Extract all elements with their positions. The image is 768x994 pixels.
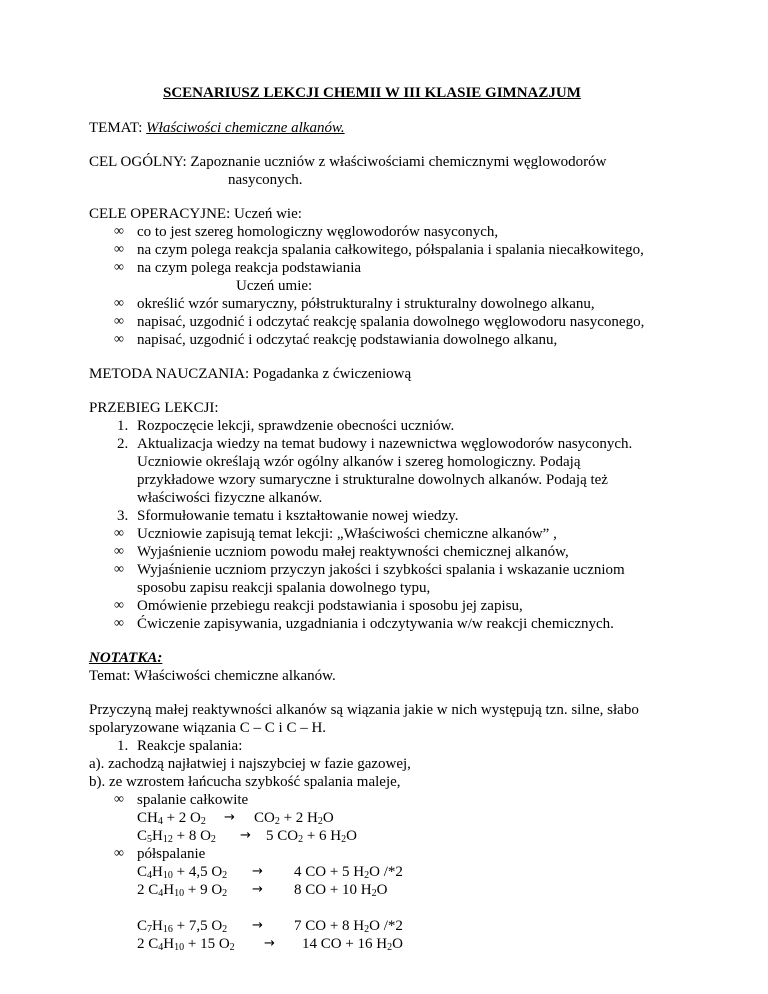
reaction-right: 4 CO + 5 $H_2O$ /*2: [294, 864, 403, 881]
cel-ogolny-line2: nasyconych.: [228, 172, 303, 188]
reakcje-label: Reakcje spalania:: [137, 738, 243, 754]
notatka-label: NOTATKA:: [89, 650, 163, 666]
temat-value: Właściwości chemiczne alkanów.: [146, 120, 345, 136]
reaction-arrow-icon: →: [252, 882, 263, 897]
step-number: 3.: [117, 508, 129, 524]
temat-line: [89, 119, 345, 137]
reaction-arrow-icon: →: [252, 864, 263, 879]
reaction-right: 7 CO + 8 $H_2O$ /*2: [294, 918, 403, 935]
przebieg-bullet-cont: sposobu zapisu reakcji spalania dowolnego typu,: [137, 580, 431, 596]
cele-operacyjne-label: CELE OPERACYJNE:: [89, 206, 235, 222]
przebieg-bullet: ∞ Ćwiczenie zapisywania, uzgadniania i odczytywania w/w reakcji chemicznych.: [137, 615, 614, 633]
cel-ogolny-line1: [89, 153, 607, 171]
umie-item: ∞ napisać, uzgodnić i odczytać reakcję spalania dowolnego węglowodoru nasyconego,: [137, 313, 644, 331]
cel-ogolny-label: CEL OGÓLNY:: [89, 154, 191, 170]
metoda-nauczania: METODA NAUCZANIA: Pogadanka z ćwiczeniową: [89, 366, 412, 382]
wie-item: ∞ na czym polega reakcja podstawiania: [137, 259, 361, 277]
reakcje-number: 1.: [117, 738, 129, 754]
polspalanie-label: ∞ półspalanie: [137, 845, 205, 863]
reaction-left: $C_5H_{12} + 8$ $O_2$: [137, 828, 216, 845]
temat-label: TEMAT:: [89, 120, 147, 136]
wie-item: ∞ na czym polega reakcja spalania całkowitego, półspalania i spalania niecałkowitego,: [137, 241, 644, 259]
reaction-left: $C_4H_{10} + 4,5$ $O_2$: [137, 864, 228, 881]
przebieg-bullet: ∞ Wyjaśnienie uczniom przyczyn jakości i szybkości spalania i wskazanie uczniom: [137, 561, 625, 579]
wie-item: ∞ co to jest szereg homologiczny węglowodorów nasyconych,: [137, 223, 498, 241]
uczen-umie-label: Uczeń umie:: [236, 278, 313, 294]
cele-operacyjne-line: [89, 205, 302, 223]
reaction-left: 2 $C_4H_{10} + 15$ $O_2$: [137, 936, 235, 953]
notatka-temat: Temat: Właściwości chemiczne alkanów.: [89, 668, 336, 684]
step-text: przykładowe wzory sumaryczne i strukturalne dowolnych alkanów. Podają też: [137, 472, 608, 488]
przebieg-bullet: ∞ Omówienie przebiegu reakcji podstawiania i sposobu jej zapisu,: [137, 597, 523, 615]
notatka-paragraph: Przyczyną małej reaktywności alkanów są wiązania jakie w nich występują tzn. silne, słabo: [89, 702, 639, 718]
przebieg-bullet: ∞ Uczniowie zapisują temat lekcji: „Właściwości chemiczne alkanów” ,: [137, 525, 557, 543]
przebieg-label: PRZEBIEG LEKCJI:: [89, 400, 219, 416]
umie-item: ∞ napisać, uzgodnić i odczytać reakcję podstawiania dowolnego alkanu,: [137, 331, 557, 349]
reaction-right: 14 CO + 16 $H_2O$: [302, 936, 403, 953]
step-text: Rozpoczęcie lekcji, sprawdzenie obecności uczniów.: [137, 418, 455, 434]
notatka-point: b). ze wzrostem łańcucha szybkość spalania maleje,: [89, 774, 401, 790]
reaction-left: $CH_4 + 2$ $O_2$: [137, 810, 206, 827]
document-title: SCENARIUSZ LEKCJI CHEMII W III KLASIE GIMNAZJUM: [163, 85, 581, 101]
cel-ogolny-text: Zapoznanie uczniów z właściwościami chemicznymi węglowodorów: [190, 154, 607, 170]
reaction-arrow-icon: →: [240, 828, 251, 843]
step-text: Sformułowanie tematu i kształtowanie nowej wiedzy.: [137, 508, 459, 524]
notatka-point: a). zachodzą najłatwiej i najszybciej w fazie gazowej,: [89, 756, 411, 772]
umie-item: ∞ określić wzór sumaryczny, półstrukturalny i strukturalny dowolnego alkanu,: [137, 295, 595, 313]
reaction-right: $CO_2 + 2$ $H_2O$: [254, 810, 334, 827]
step-number: 2.: [117, 436, 129, 452]
step-number: 1.: [117, 418, 129, 434]
spalanie-calkowite-label: ∞ spalanie całkowite: [137, 791, 248, 809]
step-text: Aktualizacja wiedzy na temat budowy i nazewnictwa węglowodorów nasyconych.: [137, 436, 633, 452]
step-text: Uczniowie określają wzór ogólny alkanów i szereg homologiczny. Podają: [137, 454, 581, 470]
przebieg-bullet: ∞ Wyjaśnienie uczniom powodu małej reaktywności chemicznej alkanów,: [137, 543, 569, 561]
reaction-left: 2 $C_4H_{10} + 9$ $O_2$: [137, 882, 228, 899]
reaction-left: $C_7H_{16} + 7,5$ $O_2$: [137, 918, 228, 935]
notatka-paragraph: spolaryzowane wiązania C – C i C – H.: [89, 720, 327, 736]
uczen-wie-label: Uczeń wie:: [234, 206, 302, 222]
step-text: właściwości fizyczne alkanów.: [137, 490, 323, 506]
reaction-arrow-icon: →: [264, 936, 275, 951]
reaction-right: 5 $CO_2 + 6$ $H_2O$: [266, 828, 357, 845]
reaction-right: 8 CO + 10 $H_2O$: [294, 882, 388, 899]
reaction-arrow-icon: →: [252, 918, 263, 933]
reaction-arrow-icon: →: [224, 810, 235, 825]
